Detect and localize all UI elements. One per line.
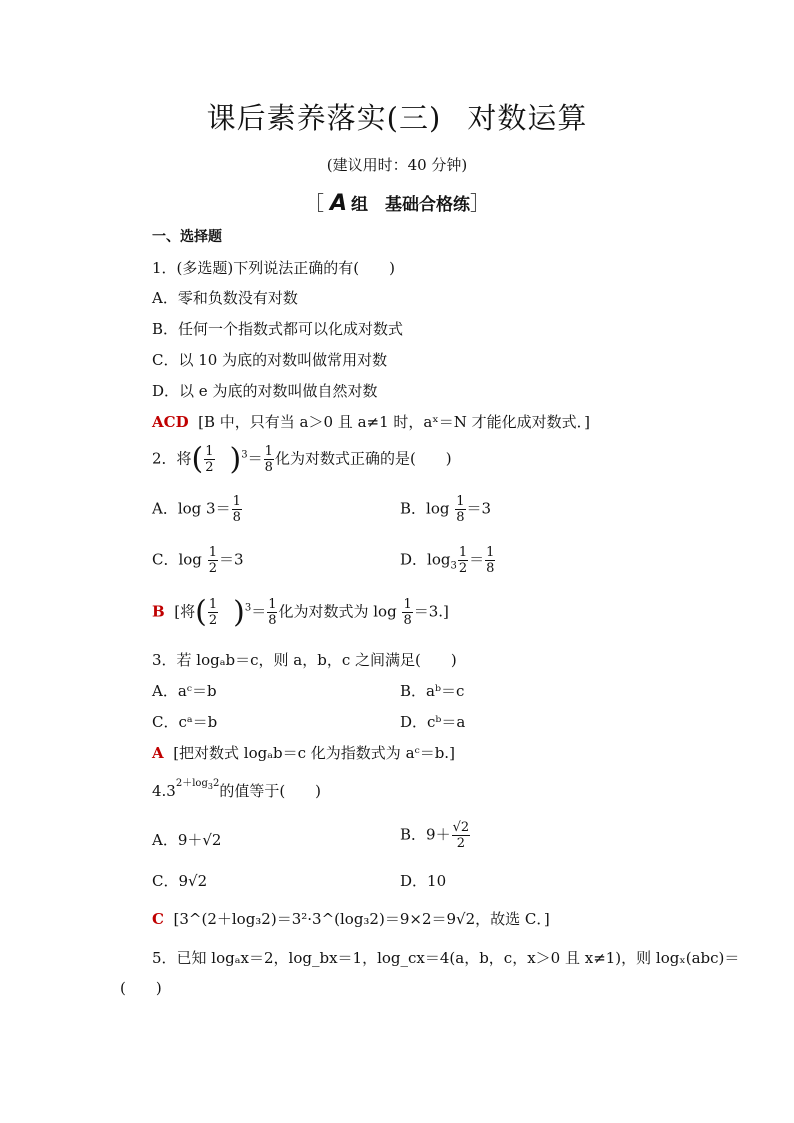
q2-option-c: C．log $\frac{1}{2}$ ＝3: [152, 545, 244, 576]
answer-explanation: [B 中，只有当 a＞0 且 a≠1 时，aˣ＝N 才能化成对数式．]: [198, 413, 590, 431]
q1-answer: [152, 411, 590, 432]
q1-option-b: B．任何一个指数式都可以化成对数式: [152, 320, 404, 338]
q3-answer: [152, 742, 455, 763]
q4-option-a: A．9＋√2: [152, 831, 222, 849]
q2-answer: B [将( $\frac{1}{2}$ )$^3$＝ $\frac{1}{8}$ 化为对数式为 log $\frac{1}{8}$ ＝3.]: [152, 594, 449, 630]
q3-option-d: D．cᵇ＝a: [400, 713, 466, 731]
q5-paren: ( ): [120, 979, 162, 997]
q5-stem: 5．已知 logₐx＝2，log_bx＝1，log_cx＝4(a，b，c，x＞0 且 x≠1)，则 logₓ(abc)＝: [152, 949, 740, 967]
answer-explanation: [把对数式 logₐb＝c 化为指数式为 aᶜ＝b.]: [173, 744, 455, 762]
q4-answer: [152, 908, 550, 929]
title-sub: 对数运算: [467, 101, 588, 135]
q1-option-c: C．以 10 为底的对数叫做常用对数: [152, 351, 388, 369]
q1-option-a: A．零和负数没有对数: [152, 289, 298, 307]
section-heading: 一、选择题: [152, 229, 222, 245]
q3-stem: 3．若 logₐb＝c，则 a，b，c 之间满足( ): [152, 651, 457, 669]
q2-option-b: B．log $\frac{1}{8}$ ＝3: [400, 494, 492, 525]
q4-option-b: B．9＋ $\frac{√2}{2}$: [400, 820, 470, 851]
group-letter: A: [329, 191, 348, 216]
q1-stem: 1．(多选题)下列说法正确的有( ): [152, 259, 395, 277]
answer-explanation: [3^(2＋log₃2)＝3²·3^(log₃2)＝9×2＝9√2，故选 C．]: [173, 910, 550, 928]
answer-letter: ACD: [152, 413, 189, 431]
q3-option-c: C．cᵃ＝b: [152, 713, 218, 731]
answer-letter: A: [152, 744, 164, 762]
q1-option-d: D．以 e 为底的对数叫做自然对数: [152, 382, 378, 400]
title-main: 课后素养落实(三): [206, 101, 442, 135]
q3-option-b: B．aᵇ＝c: [400, 682, 465, 700]
q4-stem: $4.3^{2+log_32}$的值等于( ): [152, 778, 322, 800]
q2-stem: 2．将( $\frac{1}{2}$ )$^3$＝ $\frac{1}{8}$ 化为对数式正确的是( ): [152, 441, 452, 477]
group-label: 组 基础合格练: [351, 195, 471, 215]
q4-option-d: D．10: [400, 872, 447, 890]
answer-letter: C: [152, 910, 164, 928]
q2-option-d: D．$\log_3$ $\frac{1}{2}$ ＝ $\frac{1}{8}$: [400, 545, 495, 576]
q4-option-c: C．9√2: [152, 872, 208, 890]
q3-option-a: A．aᶜ＝b: [152, 682, 217, 700]
page-title: [0, 96, 794, 137]
group-heading: ［ A 组 基础合格练］: [303, 191, 491, 216]
suggested-time: (建议用时：40 分钟): [326, 156, 468, 174]
answer-letter: B: [152, 602, 165, 621]
q2-option-a: A．log 3＝ $\frac{1}{8}$: [152, 494, 241, 525]
